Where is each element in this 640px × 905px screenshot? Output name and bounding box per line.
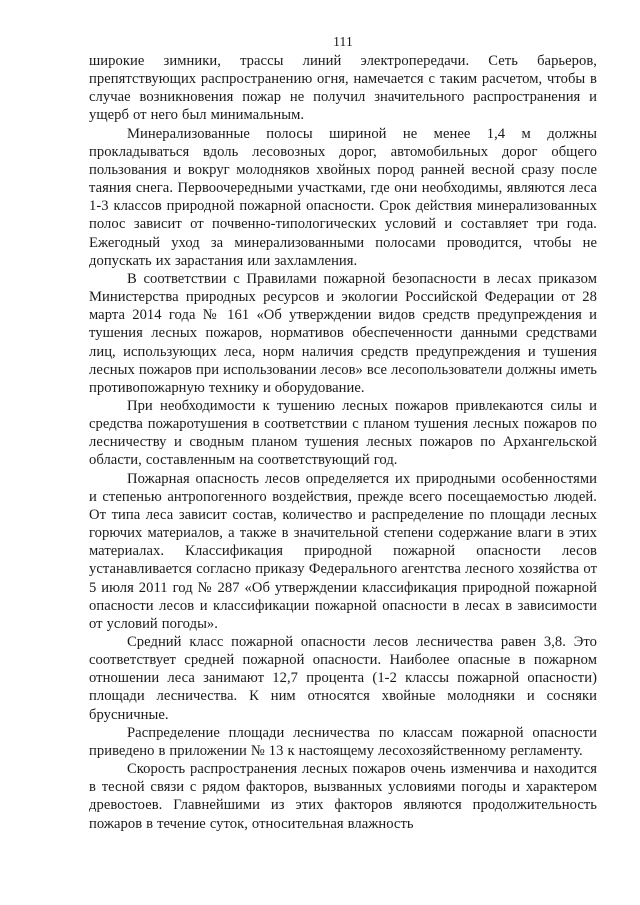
paragraph-extinguishing-forces: При необходимости к тушению лесных пожаров привлекаются силы и средства пожаротушения в соответствии с планом тушения лесных пожаров по лесничеству и сводным планом тушения лесных пожаров по Архангельской области, составленным на соответствующий год. bbox=[89, 397, 597, 469]
paragraph-average-fire-class: Средний класс пожарной опасности лесов лесничества равен 3,8. Это соответствует средней пожарной опасности. Наиболее опасные в пожарном отношении леса занимают 12,7 процента (1-2 классы пожарной опасности) площади лесничества. К ним относятся хвойные молодняки и сосняки брусничные. bbox=[89, 634, 597, 723]
paragraph-fire-spread-speed: Скорость распространения лесных пожаров очень изменчива и находится в тесной связи с рядом факторов, вызванных условиями погоды и характером древостоев. Главнейшими из этих факторов являются продолжительность пожаров в течение суток, относительная влажность bbox=[89, 761, 597, 832]
paragraph-barriers-continuation: широкие зимники, трассы линий электропередачи. Сеть барьеров, препятствующих распространению огня, намечается с таким расчетом, чтобы в случае возникновения пожар не получил значительного распространения и ущерб от него был минимальным. bbox=[89, 53, 597, 124]
page-number: 111 bbox=[333, 34, 353, 49]
paragraph-distribution-appendix: Распределение площади лесничества по классам пожарной опасности приведено в приложении № 13 к настоящему лесохозяйственному регламенту. bbox=[89, 724, 597, 759]
paragraph-fire-safety-rules: В соответствии с Правилами пожарной безопасности в лесах приказом Министерства природных ресурсов и экологии Российской Федерации от 28 марта 2014 года № 161 «Об утверждении видов средств предупреждения и тушения лесных пожаров, нормативов обеспеченности данными средствами лиц, использующих леса, норм наличия средств предупреждения и тушения лесных пожаров при использовании лесов» все лесопользователи должны иметь противопожарную технику и оборудование. bbox=[89, 270, 597, 396]
paragraph-fire-danger-classification: Пожарная опасность лесов определяется их природными особенностями и степенью антропогенного воздействия, прежде всего посещаемостью людей. От типа леса зависит состав, количество и распределение по площади лесных горючих материалов, а также в значительной степени содержание влаги в этих материалах. Классификация природной пожарной опасности лесов устанавливается согласно приказу Федерального агентства лесного хозяйства от 5 июля 2011 год № 287 «Об утверждении классификация природной пожарной опасности лесов и классификации пожарной опасности в лесах в зависимости от условий погоды». bbox=[89, 470, 597, 632]
paragraph-mineralized-strips: Минерализованные полосы шириной не менее 1,4 м должны прокладываться вдоль лесовозных дорог, автомобильных дорог общего пользования и вокруг молодняков хвойных пород ранней весной сразу после таяния снега. Первоочередными участками, где они необходимы, являются леса 1-3 классов природной пожарной опасности. Срок действия минерализованных полос зависит от почвенно-типологических условий и составляет три года. Ежегодный уход за минерализованными полосами проводится, чтобы не допускать их зарастания или захламления. bbox=[89, 125, 597, 269]
document-page bbox=[89, 33, 597, 833]
